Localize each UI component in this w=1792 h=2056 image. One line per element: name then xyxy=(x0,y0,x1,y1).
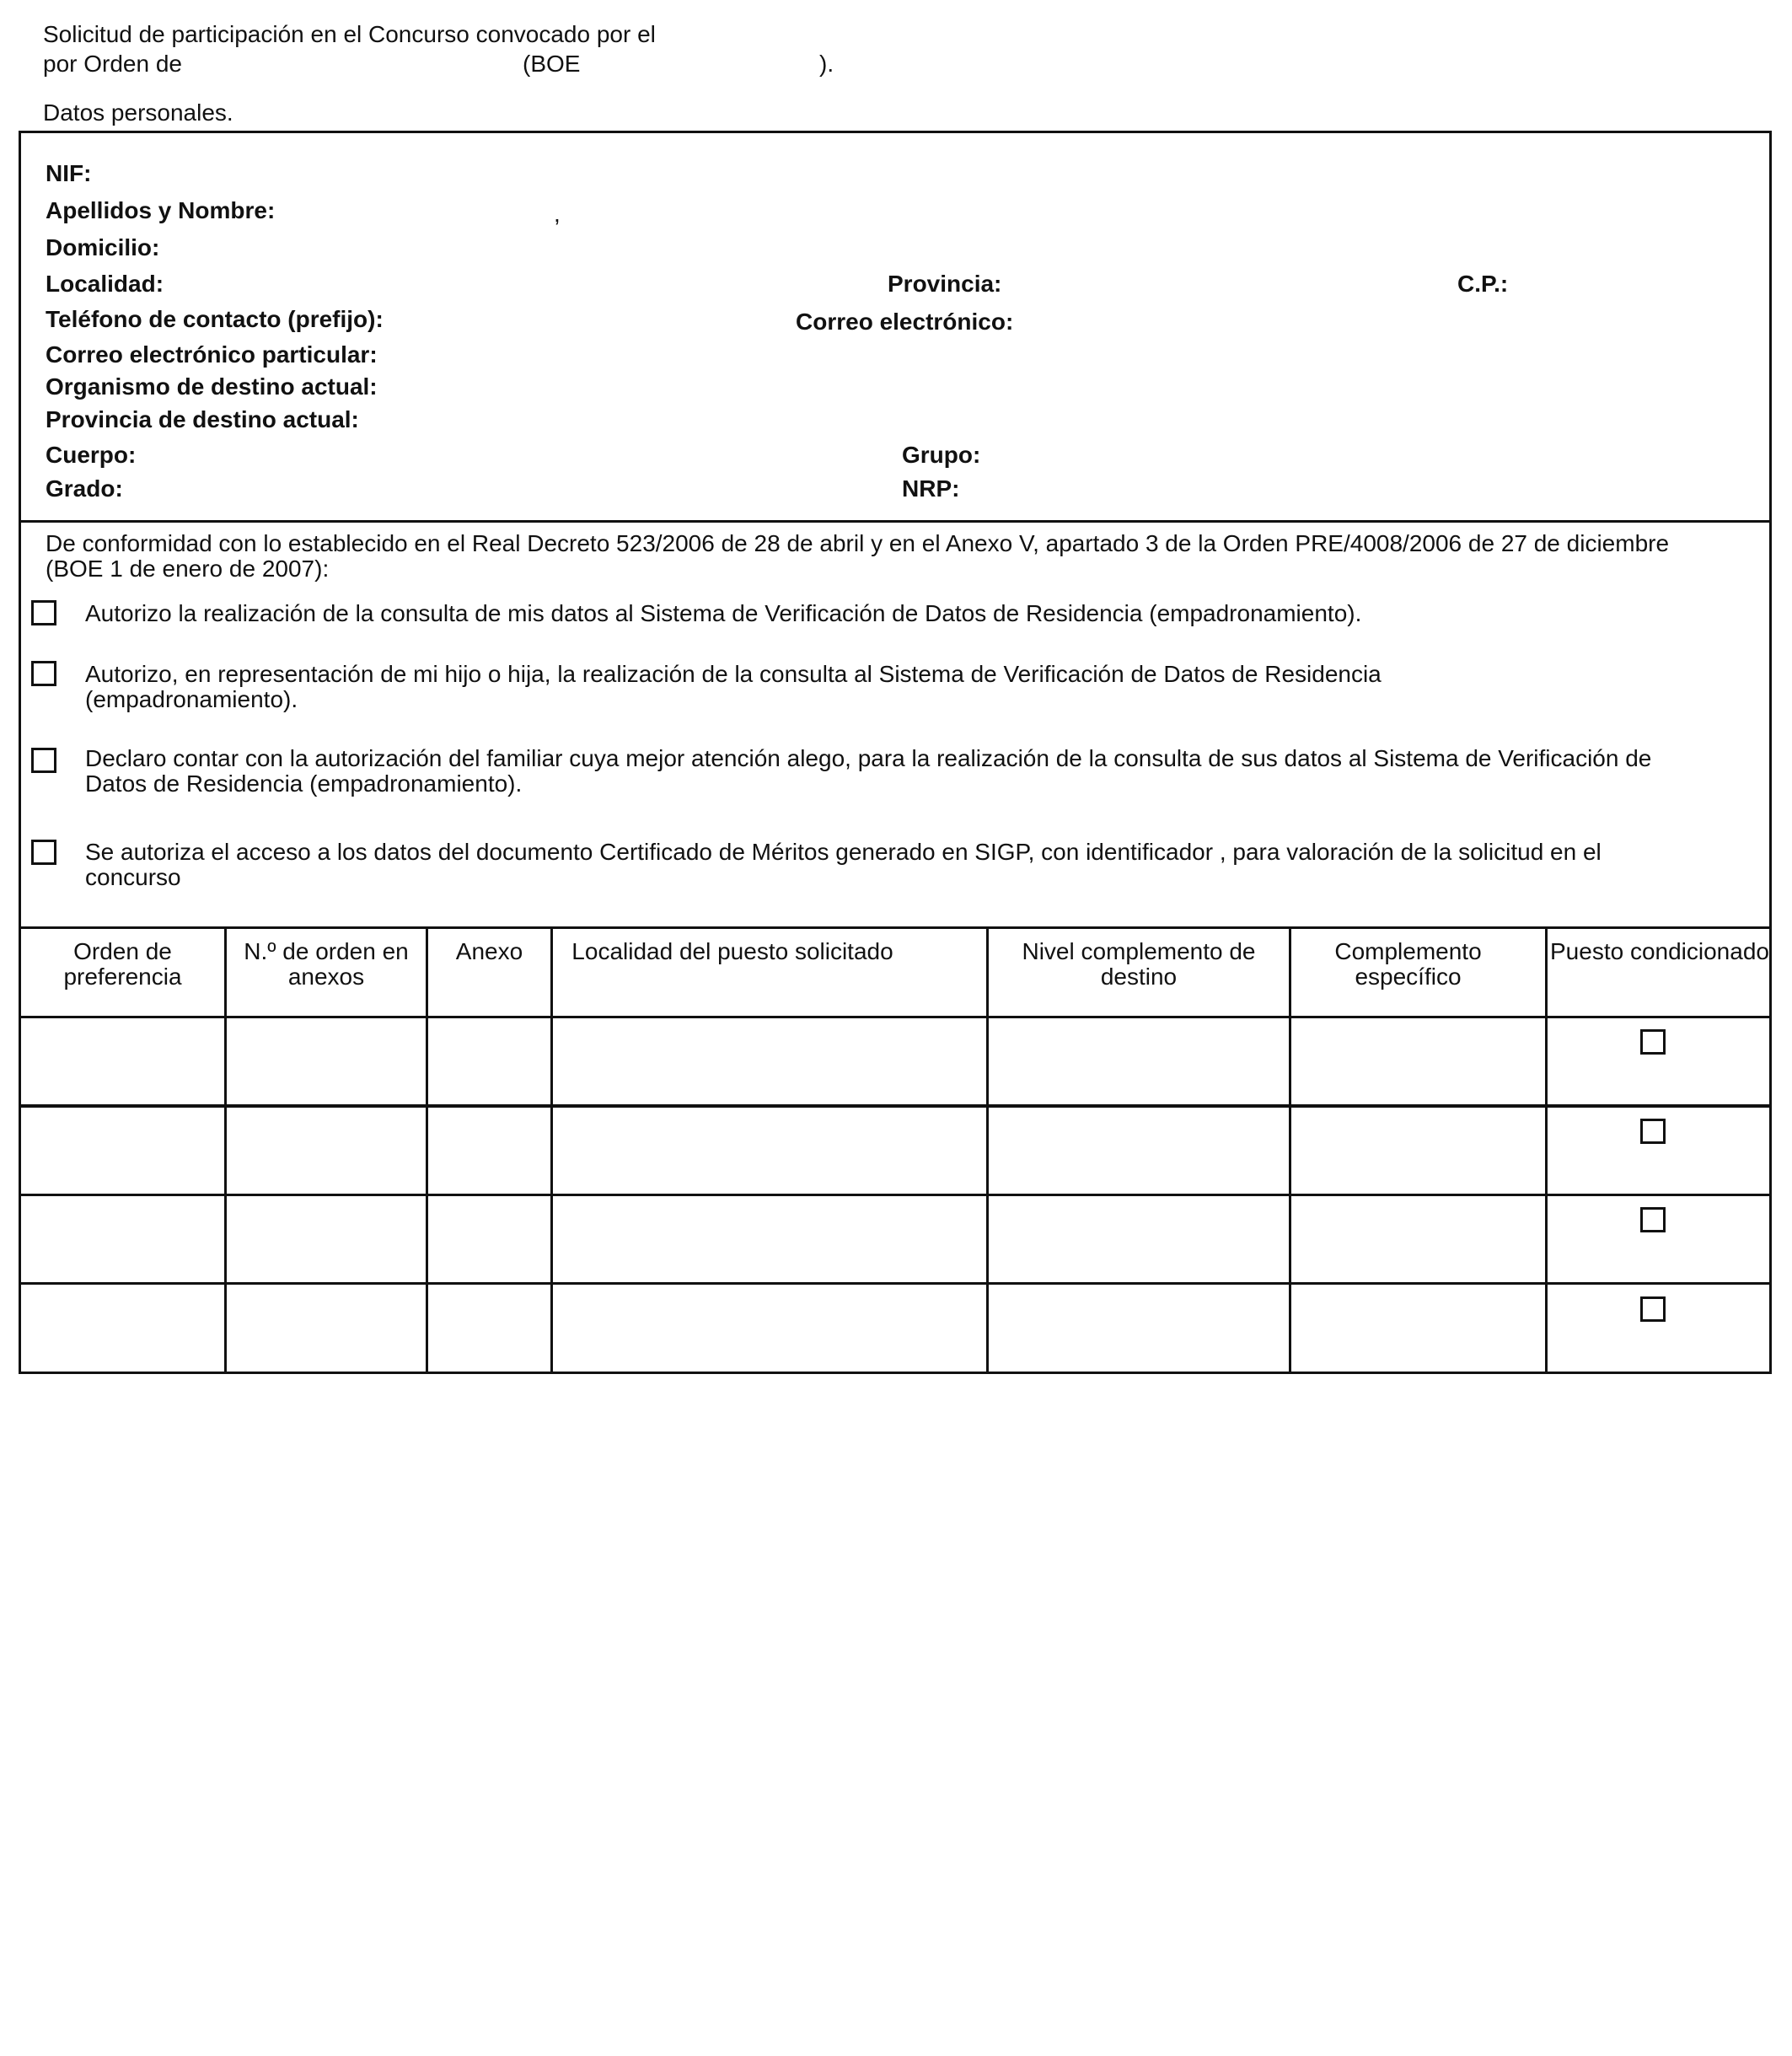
consent-checkbox-1[interactable] xyxy=(31,600,56,625)
table-row-rule xyxy=(19,1282,1772,1285)
email-label: Correo electrónico: xyxy=(796,309,1014,335)
body-label: Cuerpo: xyxy=(46,442,137,468)
request-order-label: por Orden de xyxy=(43,51,182,77)
conditioned-checkbox-row3[interactable] xyxy=(1640,1207,1666,1232)
group-label: Grupo: xyxy=(902,442,981,468)
postal-code-label: C.P.: xyxy=(1457,271,1509,297)
consent-checkbox-4[interactable] xyxy=(31,840,56,865)
organism-label: Organismo de destino actual: xyxy=(46,373,378,400)
header-specific-complement: Complemento específico xyxy=(1334,938,1482,990)
request-title-line1: Solicitud de participación en el Concurso convocado por el xyxy=(43,21,656,47)
nif-label: NIF: xyxy=(46,160,92,186)
header-conditioned-post: Puesto condicionado xyxy=(1550,938,1769,964)
table-top-rule xyxy=(19,926,1772,929)
posts-table-frame xyxy=(19,926,1772,1374)
header-post-locality: Localidad del puesto solicitado xyxy=(571,938,893,964)
province-label: Provincia: xyxy=(888,271,1002,297)
grade-label: Grado: xyxy=(46,475,123,502)
table-column-rule xyxy=(1545,926,1548,1374)
consent-text-1: Autorizo la realización de la consulta de mis datos al Sistema de Verificación de Datos de Residencia (empadronamiento). xyxy=(85,600,1362,626)
table-column-rule xyxy=(1289,926,1291,1374)
table-column-rule xyxy=(224,926,227,1374)
header-annex-order-number: N.º de orden en anexos xyxy=(244,938,409,990)
table-header-rule xyxy=(19,1016,1772,1018)
destination-province-label: Provincia de destino actual: xyxy=(46,406,359,432)
header-destination-level: Nivel complemento de destino xyxy=(1022,938,1256,990)
nrp-label: NRP: xyxy=(902,475,960,502)
boe-label: (BOE xyxy=(523,51,581,77)
locality-label: Localidad: xyxy=(46,271,164,297)
conditioned-checkbox-row4[interactable] xyxy=(1640,1296,1666,1322)
header-annex: Anexo xyxy=(455,938,523,964)
table-row-rule xyxy=(19,1194,1772,1196)
table-column-rule xyxy=(986,926,989,1374)
boe-close: ). xyxy=(819,51,834,77)
name-label: Apellidos y Nombre: xyxy=(46,197,276,223)
consent-text-2: Autorizo, en representación de mi hijo o hija, la realización de la consulta al Sistema de Verificación de Datos de Residencia (empadronamiento). xyxy=(85,661,1382,712)
consent-intro: De conformidad con lo establecido en el Real Decreto 523/2006 de 28 de abril y en el Anexo V, apartado 3 de la Orden PRE/4008/2006 de 27 de diciembre (BOE 1 de enero de 2007): xyxy=(46,530,1670,582)
section-title: Datos personales. xyxy=(43,99,233,126)
conditioned-checkbox-row1[interactable] xyxy=(1640,1029,1666,1055)
table-column-rule xyxy=(550,926,553,1374)
table-column-rule xyxy=(426,926,428,1374)
header-preference-order: Orden de preferencia xyxy=(63,938,182,990)
consent-text-4: Se autoriza el acceso a los datos del documento Certificado de Méritos generado en SIGP, con identificador , para valoración de la solicitud en el concurso xyxy=(85,839,1602,890)
table-row-rule xyxy=(19,1104,1772,1108)
personal-email-label: Correo electrónico particular: xyxy=(46,341,378,368)
phone-label: Teléfono de contacto (prefijo): xyxy=(46,306,384,332)
conditioned-checkbox-row2[interactable] xyxy=(1640,1119,1666,1144)
address-label: Domicilio: xyxy=(46,234,160,260)
consent-text-3: Declaro contar con la autorización del familiar cuya mejor atención alego, para la realización de la consulta de sus datos al Sistema de Verificación de Datos de Residencia (empadronamiento). xyxy=(85,745,1652,797)
consent-checkbox-2[interactable] xyxy=(31,661,56,686)
name-separator: , xyxy=(554,201,561,227)
consent-checkbox-3[interactable] xyxy=(31,748,56,773)
